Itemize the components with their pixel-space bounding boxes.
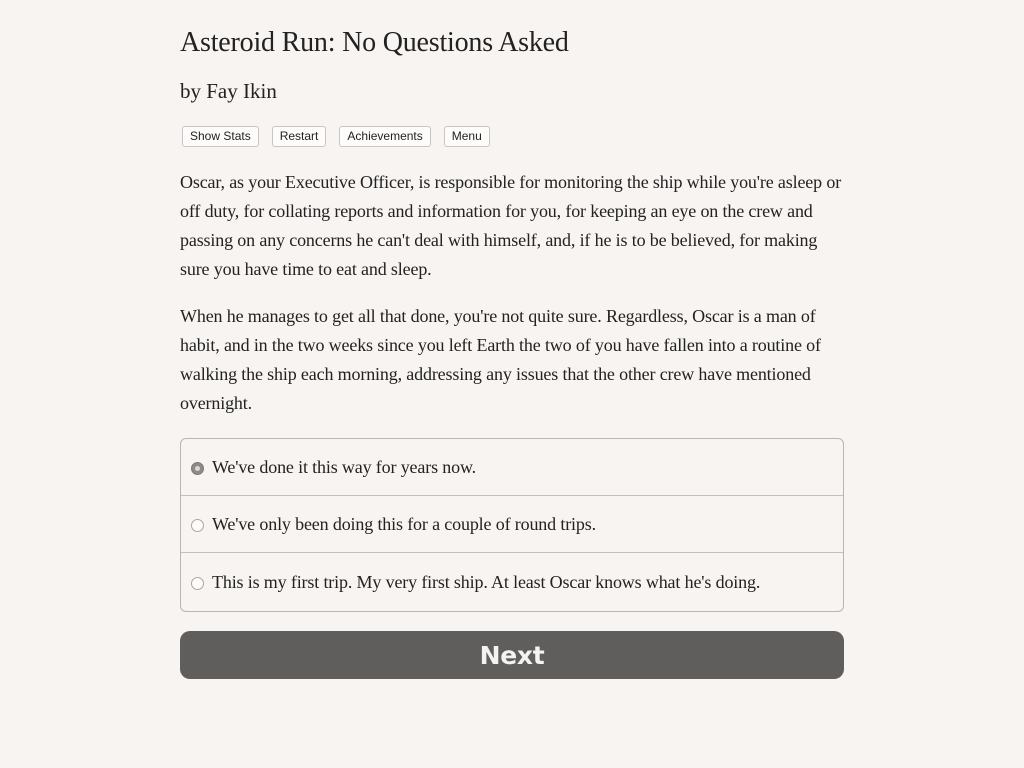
toolbar — [182, 126, 490, 147]
menu-button[interactable]: Menu — [444, 126, 490, 147]
story-paragraph: Oscar, as your Executive Officer, is responsible for monitoring the ship while you're asleep or off duty, for collating reports and information for you, for keeping an eye on the crew and passing on any concerns he can't deal with himself, and, if he is to be believed, for making sure you have time to eat and sleep. — [180, 172, 842, 279]
radio-button-selected[interactable] — [191, 462, 204, 475]
story-text — [180, 168, 844, 436]
choice-label: We've only been doing this for a couple of round trips. — [212, 513, 596, 534]
choice-list — [180, 438, 844, 612]
game-author: by Fay Ikin — [180, 79, 277, 103]
next-button[interactable]: Next — [180, 631, 844, 679]
show-stats-button[interactable]: Show Stats — [182, 126, 259, 147]
radio-button[interactable] — [191, 519, 204, 532]
game-title: Asteroid Run: No Questions Asked — [180, 27, 569, 58]
choice-option-2[interactable] — [181, 496, 843, 553]
achievements-button[interactable]: Achievements — [339, 126, 430, 147]
story-paragraph: When he manages to get all that done, you're not quite sure. Regardless, Oscar is a man of habit, and in the two weeks since you left Earth the two of you have fallen into a routine of walking the ship each morning, addressing any issues that the other crew have mentioned overnight. — [180, 306, 821, 413]
restart-button[interactable]: Restart — [272, 126, 327, 147]
choice-option-1[interactable] — [181, 439, 843, 496]
choice-option-3[interactable] — [181, 553, 843, 611]
choice-label: This is my first trip. My very first ship. At least Oscar knows what he's doing. — [212, 571, 761, 592]
choice-label: We've done it this way for years now. — [212, 456, 477, 477]
radio-button[interactable] — [191, 577, 204, 590]
